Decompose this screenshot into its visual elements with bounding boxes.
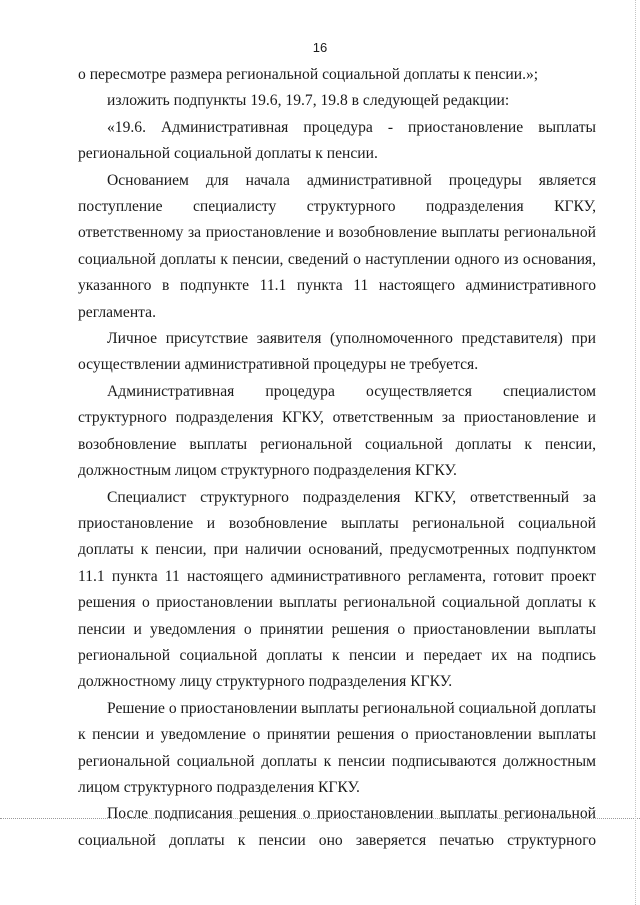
scan-artifact-edge (635, 0, 636, 905)
paragraph-after-signing: После подписания решения о приостановлении выплаты региональной социальной доплаты к пенсии оно заверяется печатью структурного (78, 805, 596, 849)
paragraph-grounds: Основанием для начала административной процедуры является поступление специалисту структурного подразделения КГКУ, ответственному за приостановление и возобновление выплаты региональной социальной доплаты к пенсии, сведений о наступлении одного из основания, указанного в подпункте 11.1 пункта 11 настоящего административного регламента. (78, 171, 596, 321)
paragraph-specialist: Специалист структурного подразделения КГКУ, ответственный за приостановление и возобновление выплаты региональной социальной доплаты к пенсии, при наличии оснований, предусмотренных подпунктом 11.1 пункта 11 настоящего административного регламента, готовит проект решения о приостановлении выплаты региональной социальной доплаты к пенсии и уведомления о принятии решения о приостановлении выплаты региональной социальной доплаты к пенсии и передает их на подпись должностному лицу структурного подразделения КГКУ. (78, 488, 596, 691)
paragraph-amendment-intro: изложить подпункты 19.6, 19.7, 19.8 в следующей редакции: (107, 92, 510, 110)
document-body (78, 62, 596, 854)
paragraph-continuation: о пересмотре размера региональной социальной доплаты к пенсии.»; (78, 66, 539, 83)
paragraph-19-6-heading: «19.6. Административная процедура - приостановление выплаты региональной социальной доплаты к пенсии. (78, 118, 596, 163)
paragraph-presence: Личное присутствие заявителя (уполномоченного представителя) при осуществлении административной процедуры не требуется. (78, 330, 596, 374)
paragraph-performer: Административная процедура осуществляется специалистом структурного подразделения КГКУ, ответственным за приостановление и возобновление выплаты региональной социальной доплаты к пенсии, должностным лицом структурного подразделения КГКУ. (78, 382, 596, 480)
page-number: 16 (312, 40, 328, 55)
paragraph-decision: Решение о приостановлении выплаты региональной социальной доплаты к пенсии и уведомление о принятии решения о приостановлении выплаты региональной социальной доплаты к пенсии подписываются должностным лицом структурного подразделения КГКУ. (78, 699, 597, 796)
scan-artifact-line (0, 818, 640, 819)
